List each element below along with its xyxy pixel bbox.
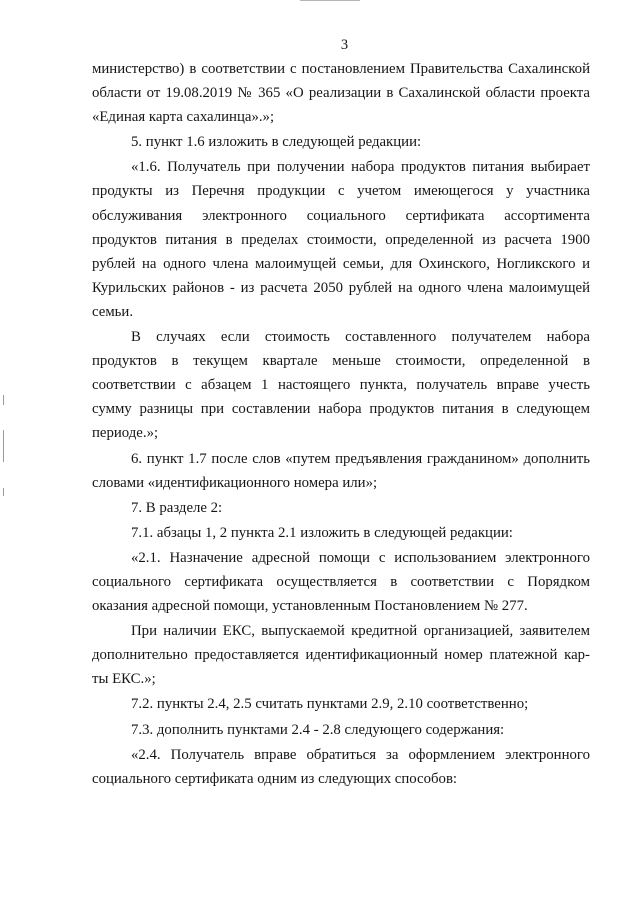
text-line: продукты из Перечня продукции с учетом имеющегося у участника — [92, 183, 590, 200]
scan-edge-mark — [3, 395, 4, 405]
text-line: 5. пункт 1.6 изложить в следующей редакции: — [131, 134, 422, 151]
document-body — [92, 57, 590, 791]
paragraph-item-7 — [92, 496, 590, 520]
text-line: социального сертификата осуществляется в соответствии с Порядком — [92, 573, 590, 590]
text-line: семьи. — [92, 303, 134, 320]
text-line: словами «идентификационного номера или»; — [92, 474, 378, 491]
text-line: При наличии ЕКС, выпускаемой кредитной организацией, заявителем — [131, 623, 590, 640]
text-line: рублей на одного члена малоимущей семьи, для Охинского, Ногликского и — [92, 255, 590, 272]
text-line: Курильских районов - из расчета 2050 рублей на одного члена малоимущей — [92, 279, 590, 296]
text-line: «Единая карта сахалинца».»; — [92, 109, 275, 126]
paragraph-clause-2-1-cont — [92, 619, 590, 691]
scan-edge-mark — [300, 0, 360, 1]
text-line: 7.2. пункты 2.4, 2.5 считать пунктами 2.9, 2.10 соответственно; — [131, 696, 529, 713]
text-line: «2.1. Назначение адресной помощи с использованием электронного — [131, 549, 590, 566]
text-line: 6. пункт 1.7 после слов «путем предъявления гражданином» дополнить — [131, 450, 590, 467]
text-line: области от 19.08.2019 № 365 «О реализации в Сахалинской области проекта — [92, 85, 590, 102]
paragraph-item-5 — [92, 130, 590, 154]
text-line: ты ЕКС.»; — [92, 671, 156, 688]
text-line: сумму разницы при составлении набора продуктов питания в следующем — [92, 401, 590, 418]
text-line: продуктов в текущем квартале меньше стоимости, определенной в — [92, 353, 590, 370]
paragraph-item-6 — [92, 447, 590, 495]
page-number: 3 — [340, 37, 349, 53]
text-line: соответствии с абзацем 1 настоящего пункта, получатель вправе учесть — [92, 377, 590, 394]
scan-edge-mark — [3, 430, 4, 462]
paragraph-item-7-3 — [92, 718, 590, 742]
paragraph-clause-1-6 — [92, 155, 590, 324]
paragraph-clause-1-6-cont — [92, 325, 590, 445]
paragraph-intro — [92, 57, 590, 129]
text-line: обслуживания электронного социального сертификата ассортимента — [92, 207, 590, 224]
scan-edge-mark — [3, 488, 4, 496]
text-line: «2.4. Получатель вправе обратиться за оформлением электронного — [131, 746, 590, 763]
paragraph-item-7-2 — [92, 692, 590, 716]
text-line: «1.6. Получатель при получении набора продуктов питания выбирает — [131, 159, 590, 176]
text-line: 7. В разделе 2: — [131, 499, 223, 516]
text-line: министерство) в соответствии с постановлением Правительства Сахалинской — [92, 61, 590, 77]
text-line: 7.1. абзацы 1, 2 пункта 2.1 изложить в следующей редакции: — [131, 524, 513, 541]
paragraph-clause-2-1 — [92, 546, 590, 618]
text-line: В случаях если стоимость составленного получателем набора — [131, 329, 590, 346]
paragraph-clause-2-4 — [92, 743, 590, 791]
text-line: оказания адресной помощи, установленным Постановлением № 277. — [92, 598, 528, 615]
text-line: социального сертификата одним из следующих способов: — [92, 770, 458, 787]
text-line: периоде.»; — [92, 425, 159, 442]
text-line: продуктов питания в пределах стоимости, определенной из расчета 1900 — [92, 231, 590, 248]
text-line: дополнительно предоставляется идентификационный номер платежной кар- — [92, 647, 590, 664]
paragraph-item-7-1 — [92, 521, 590, 545]
text-line: 7.3. дополнить пунктами 2.4 - 2.8 следующего содержания: — [131, 721, 505, 738]
